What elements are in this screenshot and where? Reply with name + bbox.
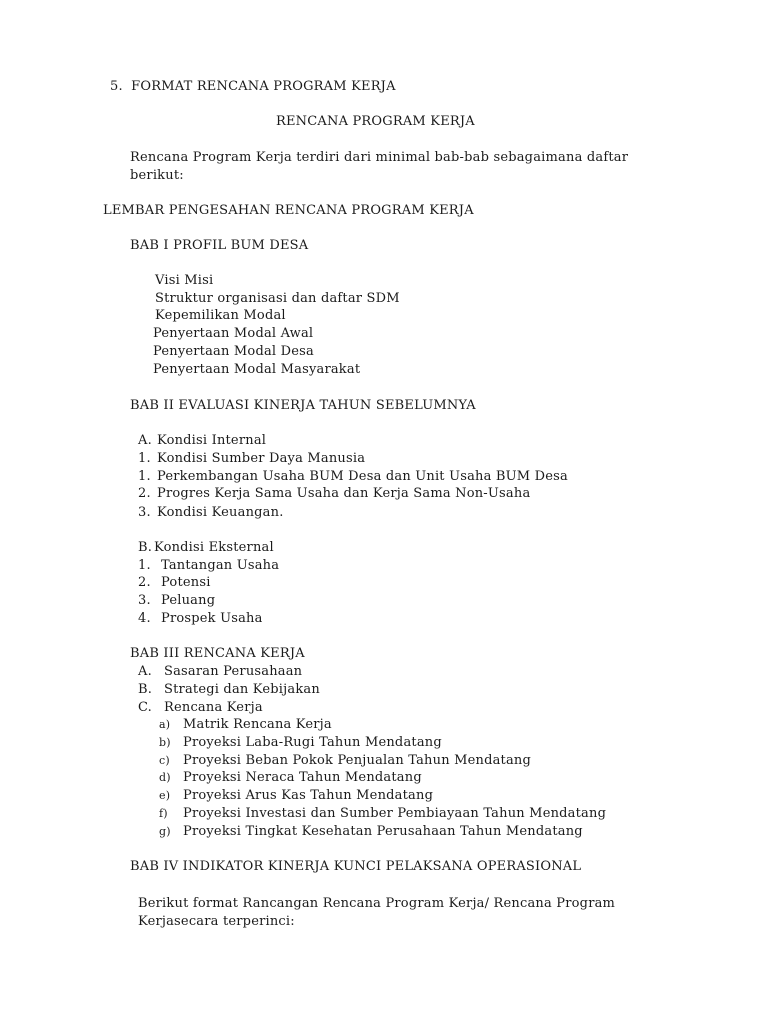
bab1-item: Visi Misi — [155, 273, 214, 288]
bab1-item: Struktur organisasi dan daftar SDM — [155, 291, 400, 306]
list-label: Kondisi Internal — [157, 433, 267, 448]
intro-line-2: berikut: — [130, 168, 184, 183]
section-number: 5. — [110, 79, 123, 94]
document-title: RENCANA PROGRAM KERJA — [276, 114, 475, 129]
list-item: 1. Kondisi Sumber Daya Manusia — [138, 451, 366, 466]
section-heading — [110, 78, 396, 96]
lembar-pengesahan-heading: LEMBAR PENGESAHAN RENCANA PROGRAM KERJA — [103, 203, 474, 218]
bab2-title: BAB II EVALUASI KINERJA TAHUN SEBELUMNYA — [130, 398, 476, 413]
list-item: C. Rencana Kerja — [138, 700, 263, 715]
bab1-title: BAB I PROFIL BUM DESA — [130, 238, 309, 253]
bab3-title: BAB III RENCANA KERJA — [130, 646, 305, 661]
closing-line-1: Berikut format Rancangan Rencana Program Kerja/ Rencana Program — [138, 896, 616, 911]
list-item: 1. Tantangan Usaha — [138, 558, 280, 573]
list-item: 1. Perkembangan Usaha BUM Desa dan Unit Usaha BUM Desa — [138, 469, 568, 484]
list-item: B. Strategi dan Kebijakan — [138, 682, 320, 697]
bab1-item: Penyertaan Modal Awal — [153, 326, 314, 341]
list-item: 4. Prospek Usaha — [138, 611, 263, 626]
bab1-item: Penyertaan Modal Desa — [153, 344, 314, 359]
sub-list-item: d) Proyeksi Neraca Tahun Mendatang — [159, 770, 422, 785]
bab1-item: Kepemilikan Modal — [155, 308, 286, 323]
sub-list-item: e) Proyeksi Arus Kas Tahun Mendatang — [159, 788, 434, 803]
bab4-title: BAB IV INDIKATOR KINERJA KUNCI PELAKSANA OPERASIONAL — [130, 859, 582, 874]
sub-list-item: a) Matrik Rencana Kerja — [159, 717, 332, 732]
list-item: A. Sasaran Perusahaan — [138, 664, 303, 679]
sub-list-item: f) Proyeksi Investasi dan Sumber Pembiayaan Tahun Mendatang — [159, 806, 607, 821]
list-marker: A. — [138, 433, 152, 448]
bab1-item: Penyertaan Modal Masyarakat — [153, 362, 361, 377]
list-item: 2. Progres Kerja Sama Usaha dan Kerja Sama Non-Usaha — [138, 486, 531, 501]
list-item: 3. Peluang — [138, 593, 216, 608]
bab2-kondisi-internal — [138, 432, 266, 450]
bab2-kondisi-eksternal — [138, 539, 274, 557]
intro-line-1: Rencana Program Kerja terdiri dari minimal bab-bab sebagaimana daftar — [130, 150, 629, 165]
list-label: Kondisi Eksternal — [154, 540, 274, 555]
closing-line-2: Kerjasecara terperinci: — [138, 914, 295, 929]
sub-list-item: c) Proyeksi Beban Pokok Penjualan Tahun Mendatang — [159, 753, 532, 768]
list-marker: B. — [138, 540, 153, 555]
list-item: 2. Potensi — [138, 575, 211, 590]
sub-list-item: b) Proyeksi Laba-Rugi Tahun Mendatang — [159, 735, 442, 750]
sub-list-item: g) Proyeksi Tingkat Kesehatan Perusahaan Tahun Mendatang — [159, 824, 583, 839]
list-item: 3. Kondisi Keuangan. — [138, 505, 284, 520]
section-title: FORMAT RENCANA PROGRAM KERJA — [131, 79, 396, 94]
